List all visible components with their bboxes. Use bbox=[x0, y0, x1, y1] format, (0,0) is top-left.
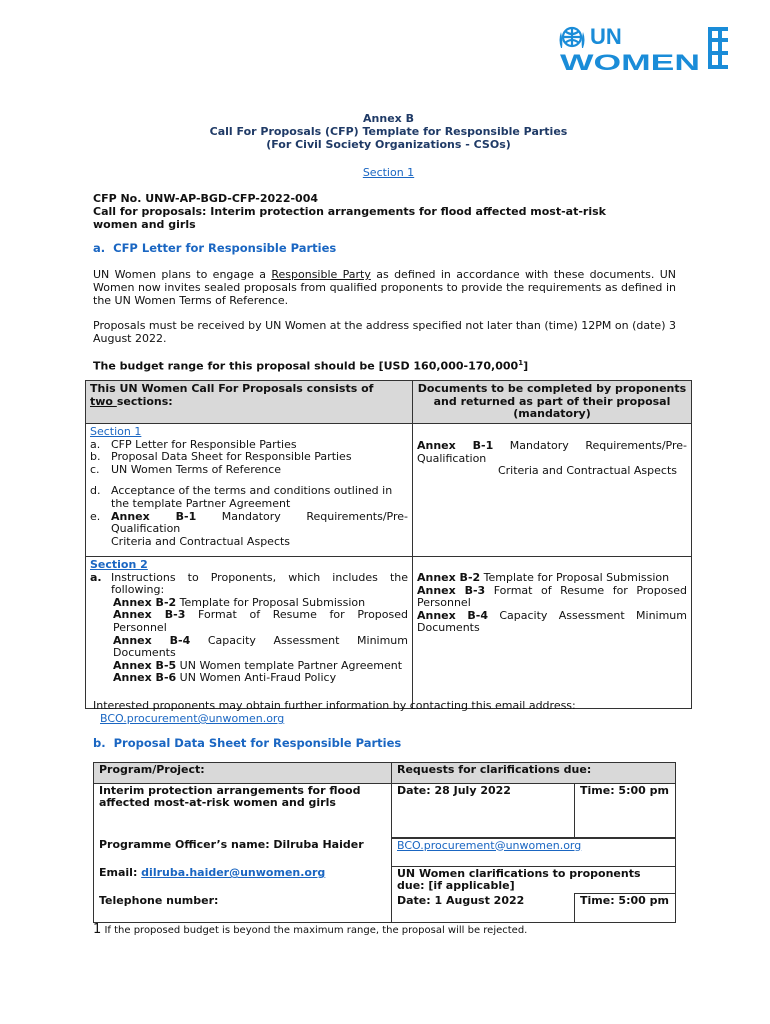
program-label: Program/Project: bbox=[94, 763, 392, 784]
responsible-party-term: Responsible Party bbox=[271, 268, 371, 281]
svg-text:WOMEN: WOMEN bbox=[560, 50, 700, 72]
annex-item: Annex B-5 UN Women template Partner Agreement bbox=[113, 658, 403, 672]
section-b-heading: b. Proposal Data Sheet for Responsible Parties bbox=[93, 736, 402, 750]
list-item: c. UN Women Terms of Reference bbox=[90, 462, 282, 476]
cfp-number: CFP No. UNW-AP-BGD-CFP-2022-004 bbox=[93, 192, 319, 205]
requests-label: Requests for clarifications due: bbox=[392, 763, 676, 784]
annex-item: Annex B-3 Format of Resume for Proposed Personnel bbox=[417, 583, 687, 610]
cfp-sections-table bbox=[85, 380, 692, 709]
cfp-call-line2: women and girls bbox=[93, 218, 196, 231]
annex-item: Annex B-6 UN Women Anti-Fraud Policy bbox=[113, 671, 337, 685]
table1-header-left: This UN Women Call For Proposals consists of two sections: bbox=[86, 381, 413, 424]
annex-item: Annex B-3 Format of Resume for Proposed Personnel bbox=[113, 608, 408, 634]
officer-email-link[interactable]: dilruba.haider@unwomen.org bbox=[141, 866, 326, 879]
list-item: a. CFP Letter for Responsible Parties bbox=[90, 437, 297, 451]
footnote: 1 If the proposed budget is beyond the maximum range, the proposal will be rejected. bbox=[93, 922, 528, 937]
list-item: e. Annex B-1 Mandatory Requirements/Pre- Qualification Criteria and Contractual Aspects bbox=[90, 509, 408, 548]
section-a-paragraph-2: Proposals must be received by UN Women at the address specified not later than (time) 12PM on (date) 3 August 2022. bbox=[93, 319, 676, 345]
section-1-heading: Section 1 bbox=[362, 166, 415, 179]
table1-header-right: Documents to be completed by proponents and returned as part of their proposal (mandatory) bbox=[413, 381, 692, 424]
contact-email-link[interactable]: BCO.procurement@unwomen.org bbox=[100, 712, 285, 725]
clarification-date: Date: 28 July 2022 bbox=[392, 784, 575, 838]
bco-email-link[interactable]: BCO.procurement@unwomen.org bbox=[397, 838, 582, 852]
un-women-logo bbox=[558, 24, 730, 72]
section-a-heading: a. CFP Letter for Responsible Parties bbox=[93, 241, 337, 255]
document-title: Call For Proposals (CFP) Template for Responsible Parties bbox=[209, 125, 568, 138]
proposal-data-sheet-table bbox=[93, 762, 676, 923]
annex-title: Annex B bbox=[363, 112, 414, 125]
list-item: d. Acceptance of the terms and conditions outlined in the template Partner Agreement bbox=[90, 484, 393, 510]
contact-text: Interested proponents may obtain further information by contacting this email address: bbox=[93, 699, 576, 712]
un-women-clarifications: UN Women clarifications to proponents due: [if applicable] bbox=[392, 866, 676, 894]
svg-text:UN: UN bbox=[590, 24, 622, 49]
telephone-label: Telephone number: bbox=[94, 894, 392, 923]
program-value: Interim protection arrangements for flood affected most-at-risk women and girls bbox=[94, 784, 392, 839]
table1-section2-cell bbox=[86, 557, 413, 709]
officer-email: Email: dilruba.haider@unwomen.org bbox=[94, 866, 392, 894]
document-subtitle: (For Civil Society Organizations - CSOs) bbox=[266, 138, 511, 151]
annex-item: Annex B-2 Template for Proposal Submission bbox=[417, 571, 670, 584]
annex-item: Annex B-2 Template for Proposal Submission bbox=[113, 595, 366, 609]
clarification-time: Time: 5:00 pm bbox=[575, 784, 676, 838]
section-1-label: Section 1 bbox=[90, 425, 142, 438]
annex-item: Annex B-4 Capacity Assessment Minimum Documents bbox=[113, 633, 408, 660]
clarifications-date: Date: 1 August 2022 bbox=[392, 894, 575, 923]
table1-section1-cell bbox=[86, 424, 413, 557]
section-a-paragraph-1: UN Women plans to engage a Responsible Party as defined in accordance with these documents. UN Women now invites sealed proposals from qualified proponents to provide the requirements as defined in the UN Women Terms of Reference. bbox=[93, 268, 676, 307]
bco-email-cell bbox=[392, 838, 676, 866]
table1-right-cell-2 bbox=[413, 557, 692, 709]
annex-item: Annex B-4 Capacity Assessment Minimum Documents bbox=[417, 608, 687, 635]
list-item: a. Instructions to Proponents, which includes the following: bbox=[90, 570, 408, 597]
budget-range: The budget range for this proposal should be [USD 160,000-170,000$^1$] bbox=[93, 359, 529, 373]
table1-right-cell-1: Annex B-1 Mandatory Requirements/Pre- Qualification Criteria and Contractual Aspects bbox=[413, 424, 692, 557]
un-emblem-icon bbox=[558, 24, 730, 72]
programme-officer: Programme Officer’s name: Dilruba Haider bbox=[94, 838, 392, 866]
clarifications-time: Time: 5:00 pm bbox=[575, 894, 676, 923]
cfp-call-line1: Call for proposals: Interim protection arrangements for flood affected most-at-risk bbox=[93, 205, 606, 218]
list-item: b. Proposal Data Sheet for Responsible Parties bbox=[90, 450, 352, 464]
section-2-label: Section 2 bbox=[90, 558, 148, 571]
